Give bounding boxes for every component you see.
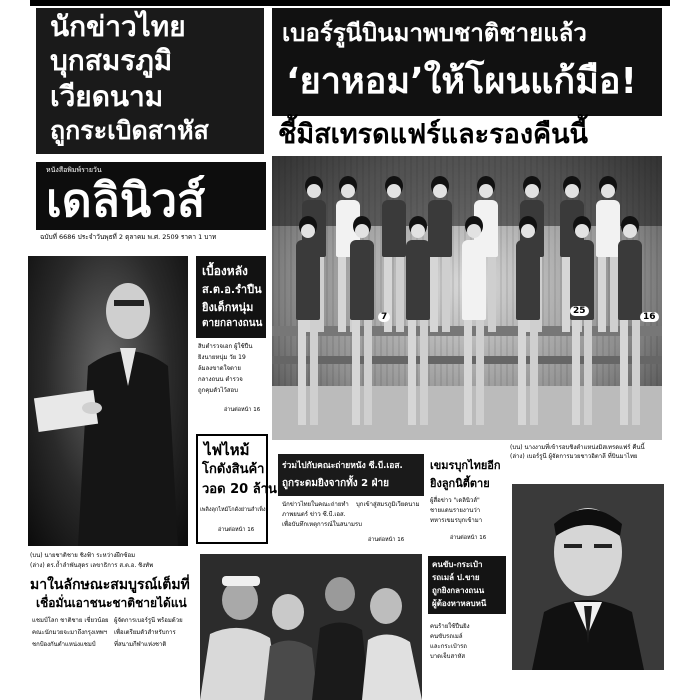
driver-line-1: คนขับ-กระเป๋า xyxy=(432,560,483,569)
cbs-body-4: เพื่อบันทึกเหตุการณ์ในสนามรบ xyxy=(282,521,362,528)
masthead-name: เดลินิวส์ xyxy=(46,173,206,227)
left-caption-line-2: (ล่าง) ดร.ถ้ำลำพันสุดร เลขาธิการ ส.ต.อ. ชิงทัพ xyxy=(30,562,154,569)
crowd-photo xyxy=(200,554,422,700)
khmer-body-3: ทหารเขมรบุกเข้ามา xyxy=(430,517,483,524)
crowd-illustration xyxy=(200,554,422,700)
driver-line-3: ถูกยิงกลางถนน xyxy=(432,586,485,595)
fire-line-3: วอด 20 ล้าน xyxy=(202,482,277,497)
top-rule xyxy=(30,0,670,6)
driver-body-1: คนร้ายใช้ปืนยิง xyxy=(430,623,470,630)
vietnam-headline-line-4: ถูกระเบิดสาหัส xyxy=(50,116,209,145)
teaser-line-4: ตายกลางถนน xyxy=(202,318,263,329)
bottom-left-body-5: ชกป้องกันตำแหน่งแชมป์ xyxy=(32,641,96,648)
fire-body: เพลิงลุกไหม้โกดังย่านสำเพ็ง xyxy=(200,507,266,513)
driver-line-2: รถเมล์ ป.ขาย xyxy=(432,573,480,582)
teaser-body-2: ยิงนายหนุ่ม วัย 19 xyxy=(198,354,246,361)
cbs-line-2: ถูกระดมยิงจากทั้ง 2 ฝ่าย xyxy=(282,478,389,489)
bottom-left-headline-1: มาในลักษณะสมบูรณ์เต็มที่ xyxy=(30,577,190,593)
contestant-figure xyxy=(510,216,546,426)
fire-readmore: อ่านต่อหน้า 16 xyxy=(218,527,255,533)
driver-line-4: ผู้ต้องหาหลบหนี xyxy=(432,599,487,608)
bottom-left-body-6: ที่สนามกีฬาแห่งชาติ xyxy=(114,641,167,648)
contestant-figure xyxy=(456,216,492,426)
cbs-line-1: ร่วมไปกับคณะถ่ายหนัง ซี.บี.เอส. xyxy=(282,461,403,471)
beauty-caption-line-1: (บน) นางงามที่เข้ารอบชิงตำแหน่งมิสเทรดแฟร์ คืนนี้ xyxy=(510,444,645,451)
khmer-story xyxy=(428,454,508,550)
teaser-line-1: เบื้องหลัง xyxy=(202,264,248,278)
teaser-body-5: ถูกคุมตัวไว้สอบ xyxy=(198,387,238,394)
khmer-body-2: ชายแดนรายงานว่า xyxy=(430,507,481,514)
teaser-body xyxy=(196,342,268,424)
bottom-left-body-4: เพื่อเตรียมตัวสำหรับการ xyxy=(114,629,176,636)
vietnam-headline-line-3: เวียดนาม xyxy=(50,80,164,113)
contestant-figure xyxy=(564,216,600,426)
beauty-contest-photo xyxy=(272,156,662,440)
khmer-readmore: อ่านต่อหน้า 16 xyxy=(450,535,487,541)
man-reading-illustration xyxy=(28,256,188,546)
cbs-story-header xyxy=(278,454,424,496)
contestant-figure xyxy=(400,216,436,426)
berruni-illustration xyxy=(512,484,664,670)
teaser-body-1: สิบตำรวจเอก ผู้ใช้ปืน xyxy=(198,343,253,350)
teaser-body-4: กลางถนน ตำรวจ xyxy=(198,376,243,383)
main-headline-line-2: ‘ยาหอม’ให้โผนแก้มือ! xyxy=(286,61,637,102)
masthead-small-label: หนังสือพิมพ์รายวัน xyxy=(46,166,102,174)
bottom-left-headline-2: เชื่อมั่นเอาชนะชาติชายได้แน่ xyxy=(36,596,187,610)
driver-story-header xyxy=(428,556,506,614)
beauty-caption-line-2: (ล่าง) เบอร์รูนี ผู้จัดการมวยชาวอิตาลี ที่บินมาไทย xyxy=(510,453,638,460)
main-headline-line-1: เบอร์รูนีบินมาพบชาติชายแล้ว xyxy=(282,19,587,47)
sash-number-25: 25 xyxy=(570,306,589,316)
bottom-left-body-2: ผู้จัดการเบอร์รูนี พร้อมด้วย xyxy=(114,617,183,624)
main-headline-box xyxy=(272,8,662,116)
cbs-story-body xyxy=(278,498,424,550)
cbs-body-2: ภาพยนตร์ ข่าว ซี.บี.เอส. xyxy=(282,511,346,518)
background-teaser-box xyxy=(196,256,266,338)
bottom-left-body-1: แชมป์โลก ชาติชาย เชี่ยวน้อย xyxy=(32,617,109,624)
vietnam-headline-line-2: บุกสมรภูมิ xyxy=(50,44,173,77)
man-reading-photo xyxy=(28,256,188,546)
sash-number-16: 16 xyxy=(640,312,659,322)
vietnam-headline-box xyxy=(36,8,264,154)
cbs-body-1: นักข่าวไทยในคณะถ่ายทำ xyxy=(282,501,349,508)
left-caption-line-1: (บน) นายชาติชาย ชิงฟ้า ระหว่างฝึกซ้อม xyxy=(30,552,136,559)
fire-line-1: ไฟไหม้ xyxy=(204,441,250,459)
teaser-line-2: ส.ต.อ.รำปืน xyxy=(202,283,262,296)
driver-body-3: และกระเป๋ารถ xyxy=(430,643,467,650)
fire-teaser-box xyxy=(196,434,277,544)
teaser-line-3: ยิงเด็กหนุ่ม xyxy=(202,301,254,314)
khmer-body-1: ผู้สื่อข่าว "เดลินิวส์" xyxy=(430,497,480,504)
teaser-body-3: ล้มลงขาดใจตาย xyxy=(198,365,241,372)
cbs-body-3: บุกเข้าสู่สมรภูมิเวียดนาม xyxy=(356,501,420,508)
beauty-headline: ชี้มิสเทรดแฟร์และรองคืนนี้ xyxy=(278,119,589,150)
contestant-figure xyxy=(290,216,326,426)
driver-story-body xyxy=(428,616,508,696)
driver-body-4: บาดเจ็บสาหัส xyxy=(430,653,466,660)
contestant-figure xyxy=(344,216,380,426)
fire-line-2: โกดังสินค้า xyxy=(202,462,265,477)
cbs-readmore: อ่านต่อหน้า 16 xyxy=(368,537,405,543)
sash-number-7: 7 xyxy=(378,312,390,322)
bottom-left-body-3: คณะนักมวยจะมาถึงกรุงเทพฯ xyxy=(32,629,108,636)
khmer-line-1: เขมรบุกไทยอีก xyxy=(430,459,501,472)
khmer-line-2: ยิงลูกนิตี้ตาย xyxy=(430,477,490,490)
bottom-left-body xyxy=(30,616,196,696)
teaser-readmore: อ่านต่อหน้า 16 xyxy=(224,407,261,413)
driver-body-2: คนขับรถเมล์ xyxy=(430,633,463,640)
berruni-portrait xyxy=(512,484,664,670)
issue-line: ฉบับที่ 6686 ประจำวันพุธที่ 2 ตุลาคม พ.ศ. 2509 ราคา 1 บาท xyxy=(40,233,217,241)
masthead xyxy=(36,162,266,230)
vietnam-headline-line-1: นักข่าวไทย xyxy=(50,10,186,43)
